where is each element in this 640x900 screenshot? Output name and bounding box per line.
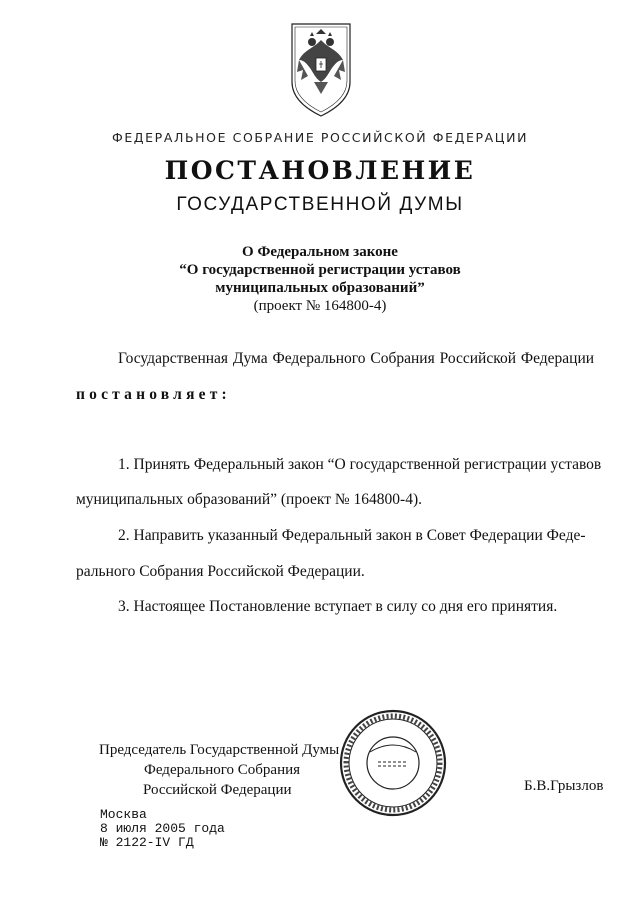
subject-line: муниципальных образований”	[215, 280, 425, 296]
registration-number: № 2122-IV ГД	[100, 835, 194, 850]
signatory-position: Председатель Государственной Думы	[99, 742, 340, 758]
project-number: (проект № 164800-4)	[253, 298, 387, 314]
intro-paragraph: Государственная Дума Федерального Собрания Российской Федерации	[118, 350, 595, 367]
document-title: ПОСТАНОВЛЕНИЕ	[164, 156, 476, 185]
city: Москва	[100, 807, 147, 822]
subject-line: О Федеральном законе	[242, 244, 398, 260]
seal-stamp-icon	[338, 708, 448, 818]
place-and-date	[100, 808, 225, 850]
issuer-name: ГОСУДАРСТВЕННОЙ ДУМЫ	[176, 194, 464, 215]
decree-word: постановляет:	[76, 386, 231, 403]
item-1-line-1: 1. Принять Федеральный закон “О государственной регистрации уставов	[118, 456, 602, 473]
signatory-position: Федерального Собрания	[144, 762, 301, 778]
item-1-line-2: муниципальных образований” (проект № 164800-4).	[76, 491, 422, 508]
subject-line: “О государственной регистрации уставов	[179, 262, 461, 278]
coat-of-arms-icon	[286, 20, 356, 120]
subject-block	[0, 243, 640, 315]
item-2-line-1: 2. Направить указанный Федеральный закон в Совет Федерации Феде-	[118, 527, 586, 544]
item-3: 3. Настоящее Постановление вступает в силу со дня его принятия.	[118, 598, 558, 615]
signatory-position: Российской Федерации	[143, 782, 292, 798]
date: 8 июля 2005 года	[100, 821, 225, 836]
organization-name: ФЕДЕРАЛЬНОЕ СОБРАНИЕ РОССИЙСКОЙ ФЕДЕРАЦИИ	[111, 130, 529, 145]
item-2-line-2: рального Собрания Российской Федерации.	[76, 563, 365, 580]
signatory-name: Б.В.Грызлов	[524, 778, 604, 794]
